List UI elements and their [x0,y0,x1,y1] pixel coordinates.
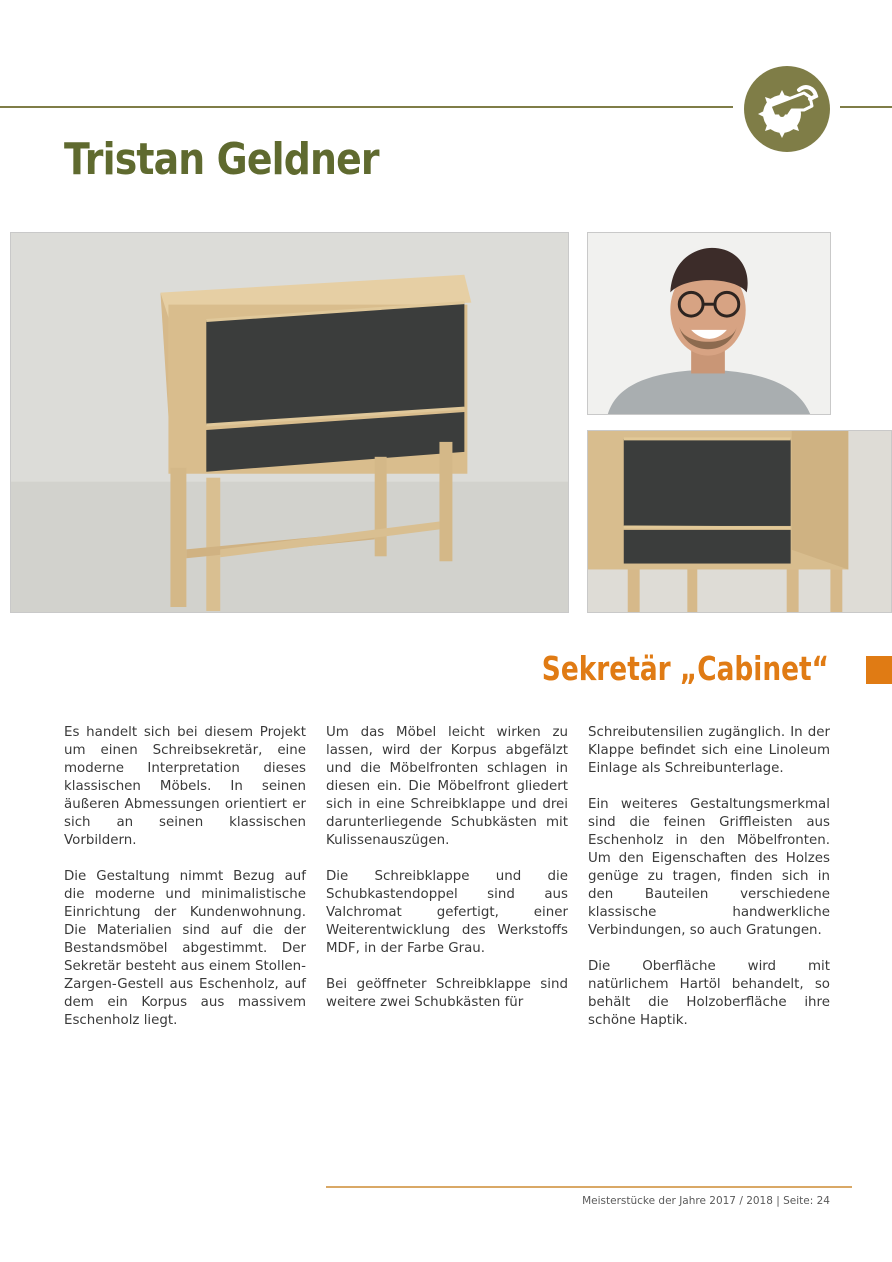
paragraph: Schreibutensilien zugänglich. In der Klappe befindet sich eine Linoleum Einlage als Schreibunterlage. [588,725,830,776]
paragraph: Die Schreibklappe und die Schubkastendoppel sind aus Valchromat gefertigt, einer Weiterentwicklung des Werkstoffs MDF, in der Farbe Grau. [326,869,568,956]
footer-rule [326,1186,852,1188]
paragraph: Um das Möbel leicht wirken zu lassen, wird der Korpus abgefälzt und die Möbelfronten schlagen in diesen ein. Die Möbelfront gliedert sich in eine Schreibklappe und drei darunterliegende Schubkästen mit Kulissenauszügen. [326,725,568,848]
article-subtitle: Sekretär „Cabinet“ [541,649,829,688]
paragraph: Es handelt sich bei diesem Projekt um einen Schreibsekretär, eine moderne Interpretation dieses klassischen Möbels. In seinen äußeren Abmessungen orientiert er sich an seinen klassischen Vorbildern. [64,725,306,848]
paragraph: Ein weiteres Gestaltungsmerkmal sind die feinen Griffleisten aus Eschenholz in den Möbelfronten. Um den Eigenschaften des Holzes genüge zu tragen, finden sich in den Bauteilen verschiedene klassische handwerkliche Verbindungen, so auch Gratungen. [588,797,830,938]
page-title: Tristan Geldner [64,134,379,185]
paragraph: Die Oberfläche wird mit natürlichem Hartöl behandelt, so behält die Holzoberfläche ihre schöne Haptik. [588,959,830,1028]
cabinet-detail-photo [587,430,892,613]
paragraph: Bei geöffneter Schreibklappe sind weitere zwei Schubkästen für [326,977,568,1010]
paragraph: Die Gestaltung nimmt Bezug auf die moderne und minimalistische Einrichtung der Kundenwohnung. Die Materialien sind auf die der Bestandsmöbel abgestimmt. Der Sekretär besteht aus einem Stollen-Zargen-Gestell aus Eschenholz, auf dem ein Korpus aus massivem Eschenholz liegt. [64,869,306,1028]
header-rule-left [0,106,733,108]
text-column-3 [588,724,830,1048]
text-column-1 [64,724,306,1048]
circular-saw-icon [744,66,830,152]
page-footer: Meisterstücke der Jahre 2017 / 2018 | Seite: 24 [582,1195,830,1207]
section-tab-marker [866,656,892,684]
cabinet-main-photo [10,232,569,613]
portrait-photo [587,232,831,415]
header-rule-right [840,106,892,108]
text-column-2 [326,724,568,1030]
